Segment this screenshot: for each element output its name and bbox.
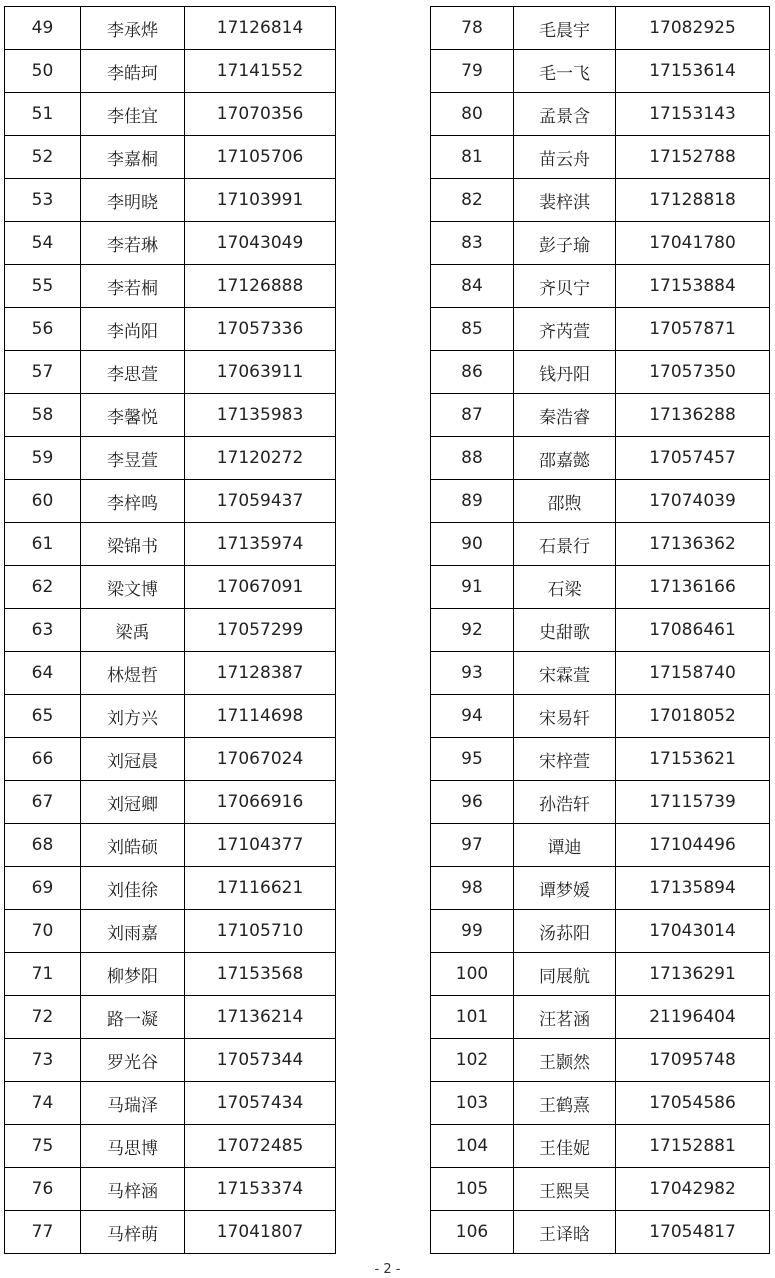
student-id-cell: 17158740 [616,652,770,695]
serial-number-cell: 52 [5,136,81,179]
student-name-cell: 王鹤熹 [514,1082,616,1125]
student-id-cell: 17066916 [185,781,336,824]
serial-number-cell: 57 [5,351,81,394]
table-row [5,1211,770,1254]
student-id-cell: 17057871 [616,308,770,351]
student-id-cell: 17105710 [185,910,336,953]
serial-number-cell: 91 [431,566,514,609]
serial-number-cell: 69 [5,867,81,910]
student-id-cell: 17054817 [616,1211,770,1254]
column-gap-cell [336,738,431,781]
table-row [5,222,770,265]
serial-number-cell: 59 [5,437,81,480]
student-name-cell: 路一凝 [81,996,185,1039]
student-id-cell: 17043014 [616,910,770,953]
student-name-cell: 齐贝宁 [514,265,616,308]
column-gap-cell [336,1039,431,1082]
serial-number-cell: 70 [5,910,81,953]
student-id-cell: 17082925 [616,7,770,50]
page-number: - 2 - [374,1262,401,1277]
serial-number-cell: 81 [431,136,514,179]
table-row [5,910,770,953]
column-gap-cell [336,953,431,996]
student-name-cell: 柳梦阳 [81,953,185,996]
serial-number-cell: 78 [431,7,514,50]
serial-number-cell: 88 [431,437,514,480]
column-gap-cell [336,1211,431,1254]
student-id-cell: 17136166 [616,566,770,609]
student-id-cell: 17152788 [616,136,770,179]
student-id-cell: 17063911 [185,351,336,394]
table-row [5,394,770,437]
serial-number-cell: 62 [5,566,81,609]
serial-number-cell: 56 [5,308,81,351]
table-row [5,1082,770,1125]
student-id-cell: 17153568 [185,953,336,996]
serial-number-cell: 94 [431,695,514,738]
column-gap-cell [336,136,431,179]
student-id-cell: 17086461 [616,609,770,652]
column-gap-cell [336,93,431,136]
serial-number-cell: 96 [431,781,514,824]
column-gap-cell [336,394,431,437]
serial-number-cell: 99 [431,910,514,953]
student-name-cell: 刘佳徐 [81,867,185,910]
student-name-cell: 林煜哲 [81,652,185,695]
table-row [5,609,770,652]
serial-number-cell: 103 [431,1082,514,1125]
student-name-cell: 李若桐 [81,265,185,308]
column-gap-cell [336,7,431,50]
serial-number-cell: 67 [5,781,81,824]
serial-number-cell: 71 [5,953,81,996]
table-row [5,738,770,781]
table-row [5,523,770,566]
student-name-cell: 史甜歌 [514,609,616,652]
column-gap-cell [336,1082,431,1125]
column-gap-cell [336,222,431,265]
student-name-cell: 王熙昊 [514,1168,616,1211]
serial-number-cell: 102 [431,1039,514,1082]
serial-number-cell: 89 [431,480,514,523]
student-name-cell: 齐芮萱 [514,308,616,351]
serial-number-cell: 90 [431,523,514,566]
serial-number-cell: 75 [5,1125,81,1168]
column-gap-cell [336,824,431,867]
student-id-cell: 17057350 [616,351,770,394]
student-id-cell: 17152881 [616,1125,770,1168]
student-name-cell: 李佳宜 [81,93,185,136]
table-row [5,308,770,351]
serial-number-cell: 65 [5,695,81,738]
student-name-cell: 孟景含 [514,93,616,136]
column-gap-cell [336,437,431,480]
student-name-cell: 石景行 [514,523,616,566]
serial-number-cell: 63 [5,609,81,652]
student-id-cell: 17126888 [185,265,336,308]
table-row [5,824,770,867]
serial-number-cell: 105 [431,1168,514,1211]
column-gap-cell [336,1125,431,1168]
student-name-cell: 秦浩睿 [514,394,616,437]
student-name-cell: 孙浩轩 [514,781,616,824]
serial-number-cell: 58 [5,394,81,437]
serial-number-cell: 79 [431,50,514,93]
student-id-cell: 17067024 [185,738,336,781]
student-id-cell: 17057336 [185,308,336,351]
student-id-cell: 17104496 [616,824,770,867]
student-name-cell: 李梓鸣 [81,480,185,523]
student-name-cell: 马思博 [81,1125,185,1168]
student-id-cell: 17153374 [185,1168,336,1211]
student-name-cell: 李承烨 [81,7,185,50]
student-name-cell: 裴梓淇 [514,179,616,222]
student-id-cell: 17153884 [616,265,770,308]
student-id-cell: 17128818 [616,179,770,222]
student-id-cell: 17059437 [185,480,336,523]
student-name-cell: 邵煦 [514,480,616,523]
student-id-cell: 17153614 [616,50,770,93]
serial-number-cell: 51 [5,93,81,136]
table-row [5,1168,770,1211]
student-id-cell: 17104377 [185,824,336,867]
student-id-cell: 17042982 [616,1168,770,1211]
student-id-cell: 17136214 [185,996,336,1039]
student-name-cell: 谭迪 [514,824,616,867]
serial-number-cell: 55 [5,265,81,308]
column-gap-cell [336,179,431,222]
student-name-cell: 宋易轩 [514,695,616,738]
student-id-cell: 21196404 [616,996,770,1039]
student-id-cell: 17067091 [185,566,336,609]
serial-number-cell: 72 [5,996,81,1039]
student-id-cell: 17018052 [616,695,770,738]
student-name-cell: 毛晨宇 [514,7,616,50]
serial-number-cell: 49 [5,7,81,50]
table-row [5,179,770,222]
student-name-cell: 李皓珂 [81,50,185,93]
student-name-cell: 彭子瑜 [514,222,616,265]
table-row [5,136,770,179]
column-gap-cell [336,265,431,308]
serial-number-cell: 77 [5,1211,81,1254]
serial-number-cell: 60 [5,480,81,523]
student-name-cell: 刘方兴 [81,695,185,738]
student-name-cell: 宋霖萱 [514,652,616,695]
student-name-cell: 李若琳 [81,222,185,265]
student-id-cell: 17153621 [616,738,770,781]
student-roster-table [4,6,770,1254]
table-row [5,953,770,996]
student-id-cell: 17074039 [616,480,770,523]
student-name-cell: 同展航 [514,953,616,996]
serial-number-cell: 98 [431,867,514,910]
table-row [5,50,770,93]
column-gap-cell [336,566,431,609]
student-name-cell: 汤荪阳 [514,910,616,953]
serial-number-cell: 54 [5,222,81,265]
student-id-cell: 17114698 [185,695,336,738]
student-name-cell: 谭梦媛 [514,867,616,910]
student-name-cell: 梁文博 [81,566,185,609]
student-id-cell: 17043049 [185,222,336,265]
serial-number-cell: 104 [431,1125,514,1168]
student-name-cell: 王颢然 [514,1039,616,1082]
student-name-cell: 马瑞泽 [81,1082,185,1125]
column-gap-cell [336,523,431,566]
student-id-cell: 17153143 [616,93,770,136]
serial-number-cell: 50 [5,50,81,93]
student-id-cell: 17072485 [185,1125,336,1168]
serial-number-cell: 93 [431,652,514,695]
student-name-cell: 王佳妮 [514,1125,616,1168]
student-name-cell: 李尚阳 [81,308,185,351]
table-row [5,695,770,738]
column-gap-cell [336,996,431,1039]
student-name-cell: 罗光谷 [81,1039,185,1082]
student-id-cell: 17054586 [616,1082,770,1125]
student-name-cell: 刘冠晨 [81,738,185,781]
table-row [5,996,770,1039]
serial-number-cell: 101 [431,996,514,1039]
serial-number-cell: 74 [5,1082,81,1125]
student-name-cell: 马梓涵 [81,1168,185,1211]
table-row [5,1125,770,1168]
student-name-cell: 邵嘉懿 [514,437,616,480]
column-gap-cell [336,308,431,351]
serial-number-cell: 84 [431,265,514,308]
student-name-cell: 钱丹阳 [514,351,616,394]
table-row [5,437,770,480]
student-id-cell: 17135894 [616,867,770,910]
table-row [5,652,770,695]
student-name-cell: 汪茗涵 [514,996,616,1039]
serial-number-cell: 85 [431,308,514,351]
student-id-cell: 17103991 [185,179,336,222]
serial-number-cell: 95 [431,738,514,781]
student-name-cell: 李昱萱 [81,437,185,480]
student-id-cell: 17120272 [185,437,336,480]
column-gap-cell [336,50,431,93]
serial-number-cell: 92 [431,609,514,652]
table-row [5,1039,770,1082]
serial-number-cell: 76 [5,1168,81,1211]
student-name-cell: 刘冠卿 [81,781,185,824]
column-gap-cell [336,910,431,953]
student-id-cell: 17105706 [185,136,336,179]
serial-number-cell: 73 [5,1039,81,1082]
table-row [5,480,770,523]
student-name-cell: 梁锦书 [81,523,185,566]
table-row [5,781,770,824]
column-gap-cell [336,609,431,652]
serial-number-cell: 100 [431,953,514,996]
column-gap-cell [336,480,431,523]
student-name-cell: 刘皓硕 [81,824,185,867]
student-name-cell: 毛一飞 [514,50,616,93]
student-id-cell: 17141552 [185,50,336,93]
student-id-cell: 17128387 [185,652,336,695]
student-name-cell: 李嘉桐 [81,136,185,179]
student-id-cell: 17136362 [616,523,770,566]
serial-number-cell: 68 [5,824,81,867]
student-id-cell: 17136288 [616,394,770,437]
serial-number-cell: 66 [5,738,81,781]
student-name-cell: 石梁 [514,566,616,609]
table-row [5,566,770,609]
student-id-cell: 17041807 [185,1211,336,1254]
serial-number-cell: 80 [431,93,514,136]
student-name-cell: 李明晓 [81,179,185,222]
student-id-cell: 17057299 [185,609,336,652]
column-gap-cell [336,695,431,738]
student-id-cell: 17057344 [185,1039,336,1082]
serial-number-cell: 97 [431,824,514,867]
student-name-cell: 李思萱 [81,351,185,394]
student-id-cell: 17057457 [616,437,770,480]
student-id-cell: 17135983 [185,394,336,437]
student-name-cell: 梁禹 [81,609,185,652]
student-id-cell: 17136291 [616,953,770,996]
serial-number-cell: 53 [5,179,81,222]
column-gap-cell [336,781,431,824]
student-id-cell: 17041780 [616,222,770,265]
serial-number-cell: 87 [431,394,514,437]
table-row [5,351,770,394]
student-name-cell: 王译晗 [514,1211,616,1254]
column-gap-cell [336,351,431,394]
student-id-cell: 17115739 [616,781,770,824]
column-gap-cell [336,652,431,695]
student-id-cell: 17135974 [185,523,336,566]
serial-number-cell: 61 [5,523,81,566]
student-name-cell: 马梓萌 [81,1211,185,1254]
column-gap-cell [336,1168,431,1211]
student-name-cell: 刘雨嘉 [81,910,185,953]
student-id-cell: 17126814 [185,7,336,50]
serial-number-cell: 86 [431,351,514,394]
table-row [5,93,770,136]
student-id-cell: 17095748 [616,1039,770,1082]
serial-number-cell: 82 [431,179,514,222]
table-row [5,7,770,50]
student-name-cell: 宋梓萱 [514,738,616,781]
student-name-cell: 李馨悦 [81,394,185,437]
student-name-cell: 苗云舟 [514,136,616,179]
student-id-cell: 17057434 [185,1082,336,1125]
student-id-cell: 17116621 [185,867,336,910]
table-row [5,265,770,308]
column-gap-cell [336,867,431,910]
serial-number-cell: 83 [431,222,514,265]
table-row [5,867,770,910]
student-id-cell: 17070356 [185,93,336,136]
serial-number-cell: 106 [431,1211,514,1254]
serial-number-cell: 64 [5,652,81,695]
